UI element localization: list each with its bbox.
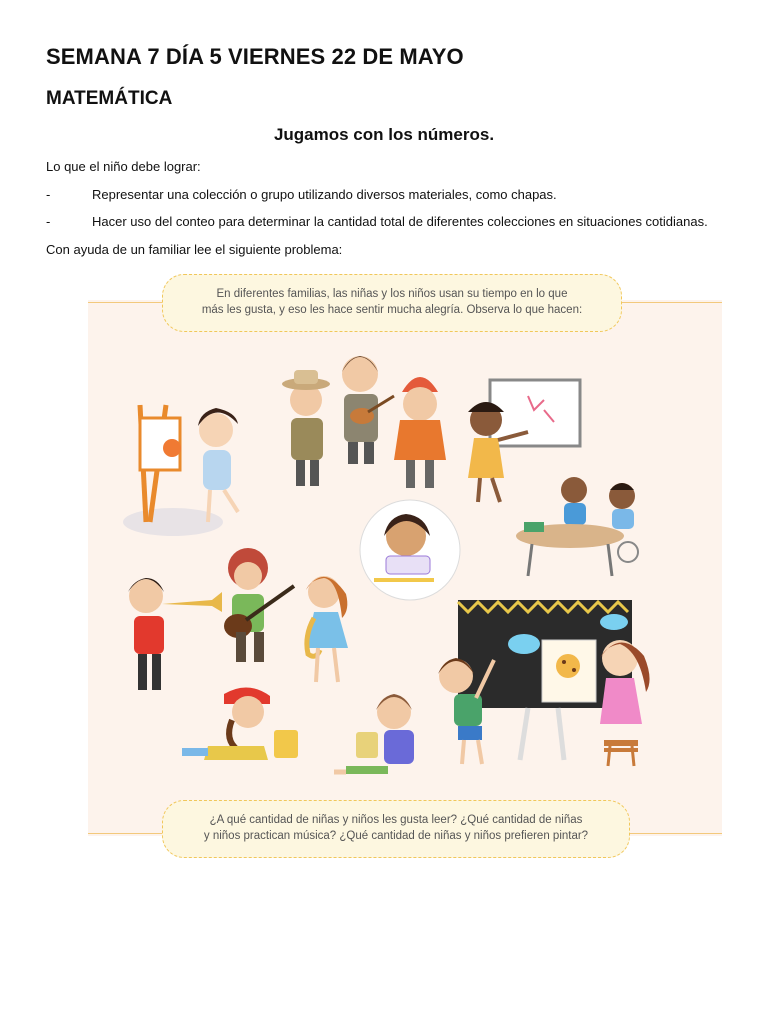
stool-icon: [604, 748, 638, 752]
girl-drawing-circle-icon: [360, 500, 460, 600]
page-title: SEMANA 7 DÍA 5 VIERNES 22 DE MAYO: [46, 44, 464, 69]
girl-with-chullo-icon: [394, 377, 446, 488]
boy-playing-guitar-icon: [224, 548, 294, 662]
instruction-text: Con ayuda de un familiar lee el siguiente problema:: [46, 242, 343, 257]
boy-reading-sitting-icon: [334, 694, 414, 772]
boy-drawing-on-chalkboard-icon: [438, 658, 494, 764]
children-at-table-icon: [516, 477, 638, 576]
bubble-line: más les gusta, y eso les hace sentir mucha alegría. Observa lo que hacen:: [201, 304, 583, 316]
goal-text: Hacer uso del conteo para determinar la cantidad total de diferentes colecciones en situaciones cotidianas.: [92, 214, 708, 229]
lesson-heading: Jugamos con los números.: [273, 125, 495, 144]
bubble-line: ¿A qué cantidad de niñas y niños les gusta leer? ¿Qué cantidad de niñas: [209, 814, 583, 826]
girl-playing-saxophone-icon: [306, 576, 348, 682]
goal-marker: -: [46, 187, 51, 202]
activities-illustration: [88, 288, 722, 842]
girl-painting-at-easel-icon: [123, 405, 238, 536]
goal-marker: -: [46, 214, 51, 229]
boy-playing-trumpet-icon: [128, 578, 222, 690]
bubble-line: y niños practican música? ¿Qué cantidad de niñas y niños prefieren pintar?: [203, 830, 589, 842]
top-speech-bubble: [162, 274, 622, 332]
bubble-line: En diferentes familias, las niñas y los niños usan su tiempo en lo que: [216, 288, 568, 300]
boy-playing-charango-icon: [342, 356, 394, 464]
scene-drawing: [88, 300, 722, 836]
goal-text: Representar una colección o grupo utilizando diversos materiales, como chapas.: [92, 187, 557, 202]
intro-text: Lo que el niño debe lograr:: [46, 159, 201, 174]
girl-reading-lying-icon: [182, 687, 298, 760]
boy-with-hat-icon: [282, 370, 330, 486]
question-bubble: [162, 800, 630, 858]
subject-heading: MATEMÁTICA: [46, 88, 173, 109]
